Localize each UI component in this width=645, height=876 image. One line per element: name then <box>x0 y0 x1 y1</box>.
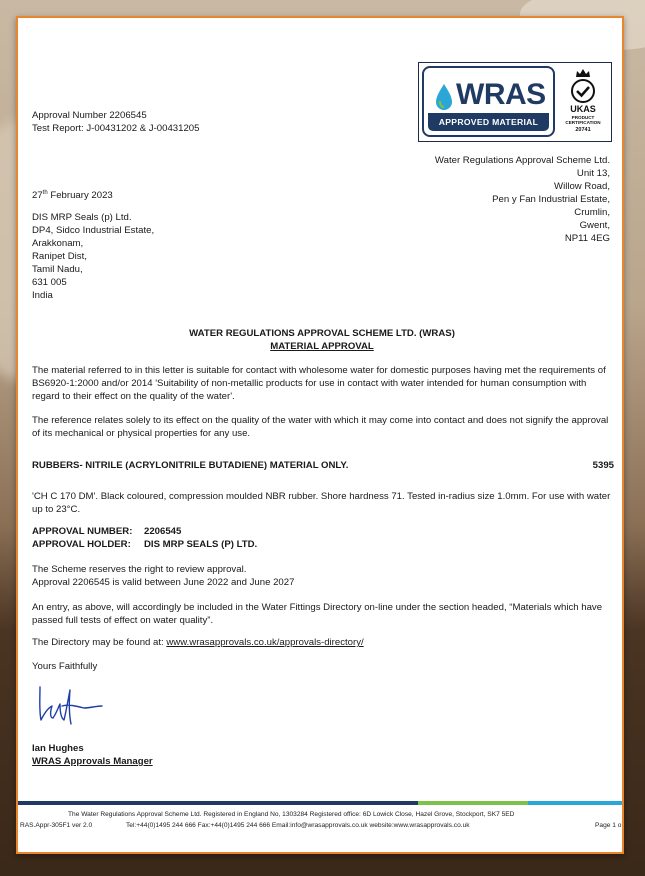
ukas-number: 20741 <box>575 127 591 133</box>
signature-image <box>36 684 106 726</box>
date-day: 27 <box>32 190 43 202</box>
approval-holder-label: APPROVAL HOLDER: <box>32 539 131 550</box>
paragraph-suitability: The material referred to in this letter is suitable for contact with wholesome water for domestic purposes having met the requirements of BS6920-1:2000 and/or 2014 'Suitability of non-metallic products for use in contact with water intended for human consumption with regard to their effect on the quality of the water'. <box>32 365 606 402</box>
letter-date <box>32 187 113 202</box>
date-suffix: th <box>42 190 48 196</box>
recipient-address-line: Ranipet Dist, <box>32 251 87 262</box>
paragraph-reference: The reference relates solely to its effect on the quality of the water with which it may come into contact and does not signify the approval of its mechanical or physical properties for any use. <box>32 415 609 439</box>
recipient-address-line: Arakkonam, <box>32 238 84 249</box>
approval-holder-value: DIS MRP SEALS (P) LTD. <box>144 539 258 550</box>
recipient-address-line: DP4, Sidco Industrial Estate, <box>32 225 155 236</box>
sender-address-line: Pen y Fan Industrial Estate, <box>492 194 610 205</box>
footer-contact: Tel:+44(0)1495 244 666 Fax:+44(0)1495 244 666 Email:info@wrasapprovals.co.uk website:www.wrasapprovals.co.uk <box>126 822 470 829</box>
document-subtitle: MATERIAL APPROVAL <box>270 341 374 352</box>
ukas-sub-line-2: CERTIFICATION <box>565 120 601 126</box>
wras-logo <box>422 66 555 137</box>
sender-address-line: Willow Road, <box>554 181 610 192</box>
footer-page-number: Page 1 o <box>595 822 622 829</box>
footer-color-bar <box>18 801 624 805</box>
paragraph-validity: Approval 2206545 is valid between June 2022 and June 2027 <box>32 577 295 588</box>
recipient-address-line: 631 005 <box>32 277 67 288</box>
recipient-address-line: DIS MRP Seals (p) Ltd. <box>32 212 132 223</box>
water-drop-icon <box>434 83 454 111</box>
footer-form-ref: RAS.Appr-305F1 ver 2.0 <box>20 822 93 829</box>
wras-wordmark: WRAS <box>456 78 546 111</box>
document-title: WATER REGULATIONS APPROVAL SCHEME LTD. (WRAS) <box>189 328 455 339</box>
ukas-sub-line-1: PRODUCT <box>571 115 595 120</box>
ukas-mark <box>559 66 607 137</box>
approval-number-value: 2206545 <box>144 526 182 537</box>
material-heading-text: RUBBERS- NITRILE (ACRYLONITRILE BUTADIENE) MATERIAL ONLY. <box>32 460 349 471</box>
recipient-address <box>32 211 154 302</box>
recipient-address-line: Tamil Nadu, <box>32 264 83 275</box>
sender-address-line: Unit 13, <box>576 168 610 179</box>
footer-bar-green <box>418 801 528 805</box>
footer-registration: The Water Regulations Approval Scheme Ltd. Registered in England No, 1303284 Registered office: 6D Lowick Close, Hazel Grove, Stockport, SK7 5ED <box>68 811 515 818</box>
recipient-address-line: India <box>32 290 53 301</box>
material-code: 5395 <box>592 460 614 471</box>
approval-holder-row <box>32 538 614 551</box>
signatory-role: WRAS Approvals Manager <box>32 756 153 767</box>
ukas-subtitle <box>559 115 607 125</box>
signatory-name: Ian Hughes <box>32 743 84 754</box>
directory-link[interactable]: www.wrasapprovals.co.uk/approvals-directory/ <box>166 637 364 648</box>
approval-number-row <box>32 525 614 538</box>
letter-page <box>16 16 624 854</box>
closing: Yours Faithfully <box>32 661 98 672</box>
paragraph-directory-entry: An entry, as above, will accordingly be included in the Water Fittings Directory on-line under the section headed, “Materials which have passed full tests of effect on water quality”. <box>32 602 603 626</box>
footer-bar-navy <box>18 801 418 805</box>
approval-number-line: Approval Number 2206545 <box>32 110 147 121</box>
paragraph-material-description: 'CH C 170 DM'. Black coloured, compression moulded NBR rubber. Shore hardness 71. Tested in-radius size 1.0mm. For use with water up to 23°C. <box>32 491 611 515</box>
sender-address-line: Crumlin, <box>574 207 610 218</box>
test-report-line: Test Report: J-00431202 & J-00431205 <box>32 123 200 134</box>
material-heading <box>32 459 614 472</box>
sender-address-line: NP11 4EG <box>564 233 610 244</box>
sender-address-line: Gwent, <box>579 220 610 231</box>
date-rest: February 2023 <box>47 190 113 202</box>
footer-bar-blue <box>528 801 624 805</box>
crown-icon <box>575 68 591 78</box>
wras-ukas-logo <box>418 62 612 142</box>
checkmark-circle-icon <box>567 78 599 104</box>
sender-address-line: Water Regulations Approval Scheme Ltd. <box>434 155 610 166</box>
ukas-wordmark: UKAS <box>570 104 596 114</box>
sender-address <box>435 154 610 245</box>
directory-prefix: The Directory may be found at: <box>32 637 167 648</box>
paragraph-review: The Scheme reserves the right to review approval. <box>32 564 247 575</box>
paragraph-directory-link <box>32 636 614 649</box>
approved-material-bar: APPROVED MATERIAL <box>428 113 549 131</box>
approval-number-label: APPROVAL NUMBER: <box>32 526 133 537</box>
